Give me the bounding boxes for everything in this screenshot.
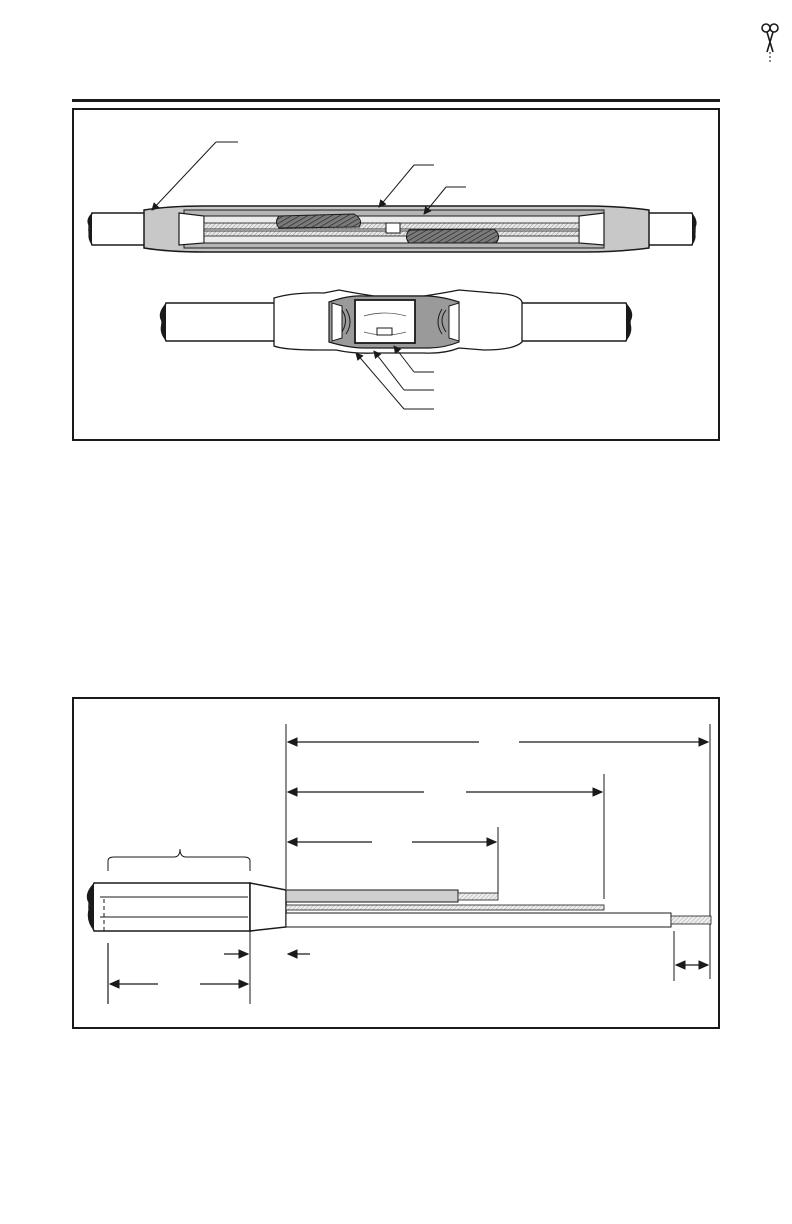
dimension-lines [108,742,708,1004]
callout-leaders-upper [152,142,466,214]
splice-assembly-illustration [72,108,720,441]
scissors-icon [760,22,780,62]
crimp-connector-splice [160,290,633,353]
cable-preparation-drawing [74,699,722,1031]
horizontal-rule [72,99,720,102]
cable-preparation-illustration [72,697,720,1029]
extension-lines [250,724,710,1004]
splice-assembly-drawing [74,110,722,443]
callout-leaders-lower [356,346,434,409]
prepared-cable [87,883,711,931]
jacket-bracket [108,849,250,871]
in-line-splice-cutaway [87,206,696,252]
